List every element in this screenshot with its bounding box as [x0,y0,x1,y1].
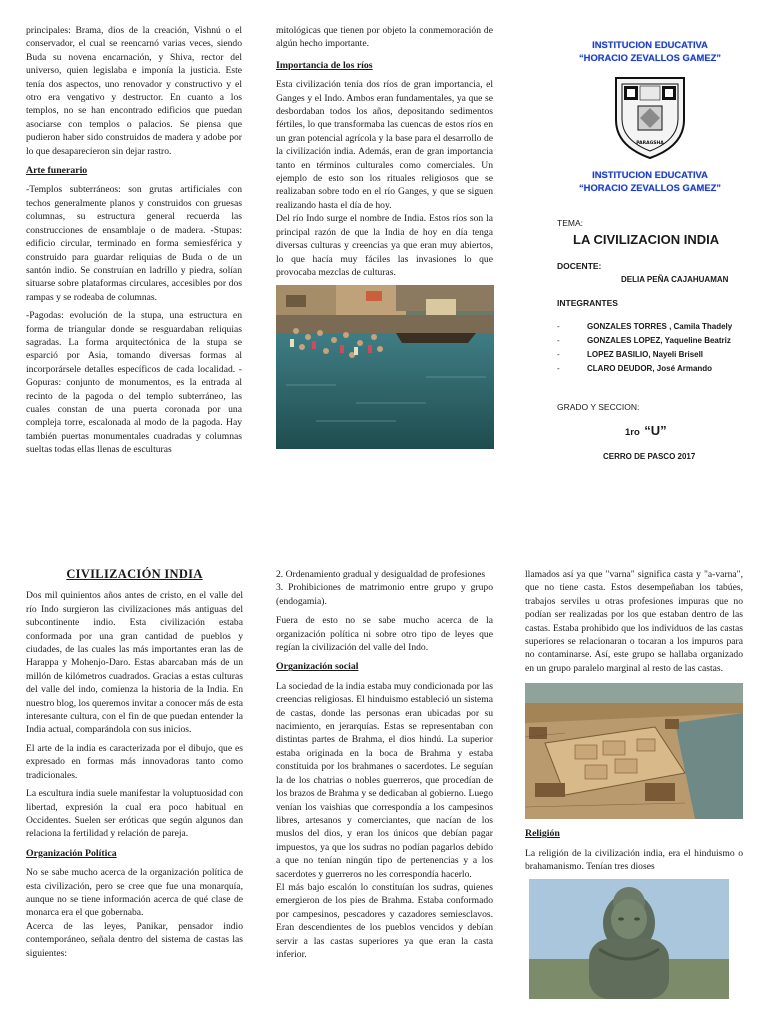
paragraph-ordenamiento: 2. Ordenamiento gradual y desigualdad de profesiones [276,569,486,580]
list-dash: - [557,350,560,359]
column-top-middle [276,24,493,457]
ancient-city-image [525,683,743,819]
paragraph-intro: Dos mil quinientos años antes de cristo, en el valle del río Indo surgieron las civilizaciones más antiguas del subcontinente indio. Esta civilización estaba conformada por una gran cantidad de pueblos y ciudades, de las cuales las más importantes eran las de Harappa y Mohenjo-Daro. Estas abarcaban más de un millón de kilómetros cuadrados. Gracias a estas culturas del valle del indo, comienza la historia de la India. En nuestro blog, los queremos invitar a conocer más de esta interesante cultura, con el fin de que puedan entender la India actual, comparándola con sus inicios. [26,590,243,736]
member-name: LOPEZ BASILIO, Nayeli Brisell [587,350,704,359]
member-item [557,348,755,362]
main-title: CIVILIZACIÓN INDIA [66,567,203,581]
member-item [557,362,755,376]
column-top-left [26,24,242,462]
school-name-line2: “HORACIO ZEVALLOS GAMEZ” [578,52,721,63]
column-bottom-middle [276,568,493,966]
heading-organizacion-social: Organización social [276,661,359,673]
school-name-second [545,168,755,194]
docente-label: DOCENTE: [557,261,602,271]
ancient-city-illustration [525,683,743,819]
school-name-header [545,38,755,64]
members-list [557,320,755,376]
school-name2-line2: “HORACIO ZEVALLOS GAMEZ” [578,182,721,193]
paragraph-leyes: Acerca de las leyes, Panikar, pensador indio contemporáneo, señala dentro del sistema de castas las siguientes: [26,920,243,959]
column-bottom-left [26,566,243,965]
heading-religion: Religión [525,828,560,840]
member-name: GONZALES LOPEZ, Yaqueline Beatriz [587,336,731,345]
grado-number: 1ro [625,427,640,438]
list-dash: - [557,364,560,373]
docente-name: DELIA PEÑA CAJAHUAMAN [621,275,729,284]
list-dash: - [557,322,560,331]
tema-label: TEMA: [557,218,583,228]
buddha-statue-photo [529,879,729,999]
paragraph-rios: Esta civilización tenía dos ríos de gran importancia, el Ganges y el Indo. Ambos eran fundamentales, ya que se desbordaban todos los años, depositando sedimentos fértiles, lo que transformaba las cuencas de estos ríos en un gran potencial agrícola y la base para el desarrollo de la civilización india. Además, eran de gran importancia tanto en términos culturales como comerciales. Un ejemplo de esto son los rituales religiosos que se realizaban sobre todo en el río Ganges, y que se siguen realizando hasta el día de hoy. [276,79,493,211]
heading-arte-funerario: Arte funerario [26,165,88,177]
list-dash: - [557,336,560,345]
cover-panel [545,38,755,508]
paragraph-pagodas-gopuras: -Pagodas: evolución de la stupa, una estructura en forma de triangular donde se resguardaban reliquias sagradas. La forma arquitectónica de la stupa se esparció por Asia, tomando diversas formas al incorporársele detalles específicos de cada localidad. -Gopuras: conjunto de monumentos, es la entrada al recinto de la pagoda o del templo subterráneo, las cuales constan de una puerta coronada por una compleja torre, escalonada al modo de la pagoda. Hay también puertas monumentales cuadradas y columnas sueltas todas ellas llenas de esculturas [26,310,242,456]
crest-bottom-text: PARAGSHA [636,141,664,146]
paragraph-politica: No se sabe mucho acerca de la organización política de esta civilización, pero se cree que fue una monarquía, aunque no se tiene información acerca de qué clase de monarca era el que gobernaba. [26,867,243,919]
school-name-line1: INSTITUCION EDUCATIVA [592,39,708,50]
buddha-statue-image [529,879,729,999]
member-name: GONZALES TORRES , Camila Thadely [587,322,733,331]
paragraph-sudras: El más bajo escalón lo constituían los sudras, quienes emergieron de los pies de Brahma. Estaba conformado por campesinos, pescadores y cazadores semiesclavos. Eran descendientes de los pueblos vencidos y debían servir a las castas superiores ya que eran la casta inferior. [276,881,493,960]
paragraph-fuera: Fuera de esto no se sabe mucho acerca de la organización política ni sobre otro tipo de leyes que regían la civilización del valle del Indo. [276,615,493,654]
ganges-river-image [276,285,494,449]
column-bottom-right [525,568,743,999]
place-year: CERRO DE PASCO 2017 [603,452,696,461]
school-crest-icon [610,74,690,160]
heading-organizacion-politica: Organización Política [26,847,117,859]
paragraph-prohibiciones: 3. Prohibiciones de matrimonio entre grupo y grupo (endogamia). [276,582,493,607]
heading-importancia-rios: Importancia de los ríos [276,59,373,71]
school-crest [610,74,690,160]
paragraph-indo: Del río Indo surge el nombre de India. Estos ríos son la principal razón de que la India de hoy en día tenga diversas culturas y creencias ya que eran muy abiertos, lo que hacía muy fáciles las invasiones lo que provocaba mezclas de culturas. [276,213,493,278]
member-item [557,334,755,348]
ganges-river-photo [276,285,494,449]
paragraph-castas: La sociedad de la india estaba muy condicionada por las creencias religiosas. El hinduismo estableció un sistema de castas, donde las personas eran ubicadas por su nacimiento, en jerarquías. Estas se representaban con distintas partes de Brahma, el dios hindú. La superior estaba originada en la boca de Brahma y estaba constituida por los brahmanes o sacerdotes. Le seguían la de los chatrias o nobles guerreros, que procedían de los brazos de Brahma y se dedicaban al gobierno. Luego venían los vaishias que correspondía a los campesinos libres, artesanos y comerciantes, que nacían de los muslos del dios, y eran los únicos que debían pagar impuestos, ya que los sudras no podían pagarlos debido a que no tenían ningún tipo de pertenencias y a los sacerdotes y guerreros no les correspondía hacerlo. [276,680,493,880]
integrantes-label: INTEGRANTES [557,298,618,308]
paragraph-gods: principales: Brama, dios de la creación, Vishnú o el conservador, el cual se reencarnó varias veces, siendo Buda su novena encarnación, y Shiva, rector del universo, quien legislaba e imponía la justicia. Este tenía dos aspectos, uno renovador y constructivo y el otro era vengativo y destructor. En cuanto a los templos, no se han encontrado edificios que puedan asociarse con templos o palacios. Se piensa que pudieron haber sido construidos de madera y adobe por lo que desaparecieron sin dejar rastro. [26,25,242,157]
tema-title: LA CIVILIZACION INDIA [573,232,720,247]
school-name2-line1: INSTITUCION EDUCATIVA [592,169,708,180]
paragraph-arte: El arte de la india es caracterizada por el dibujo, que es expresado en formas más innovadoras tanto como tradicionales. [26,742,243,781]
paragraph-mitologicas: mitológicas que tienen por objeto la conmemoración de algún hecho importante. [276,25,493,50]
grado-label: GRADO Y SECCION: [557,402,640,412]
grado-value [625,422,755,440]
paragraph-escultura: La escultura india suele manifestar la voluptuosidad con libertad, expresión la cual era poco habitual en Occidentes. Suelen ser eróticas que según algunos dan relaciona la fertilidad y relación de pareja. [26,788,243,840]
paragraph-religion: La religión de la civilización india, era el hinduismo o brahamanismo. Tenían tres dioses [525,847,743,873]
member-name: CLARO DEUDOR, José Armando [587,364,713,373]
grado-section: “U” [644,423,667,438]
member-item [557,320,755,334]
paragraph-varna: llamados así ya que "varna" significa casta y "a-varna", que no tiene casta. Estos desempeñaban los tabúes, trabajos serviles u otras profesiones impuras que no podían ser realizadas por los que estaban dentro de las castas. Estaba prohibido que los individuos de las castas superiores se relacionaran o tocaran a los impuros para no contaminarse. Así, este grupo se hallaba organizado en un grupo paralelo marginal al resto de las castas. [525,569,743,674]
paragraph-templos-stupas: -Templos subterráneos: son grutas artificiales con techos generalmente planos y construidos con gruesas columnas, su estructura general recuerda las construcciones de ensamblaje o de madera. -Stupas: edificio circular, terminado en forma semiesférica y construido para guardar reliquias de Buda o de un santón indio. Se construían en ladrillo y piedra, solían situarse sobre plataformas circulares, accesibles por dos rampas y se rodeaba de columnas. [26,184,242,303]
